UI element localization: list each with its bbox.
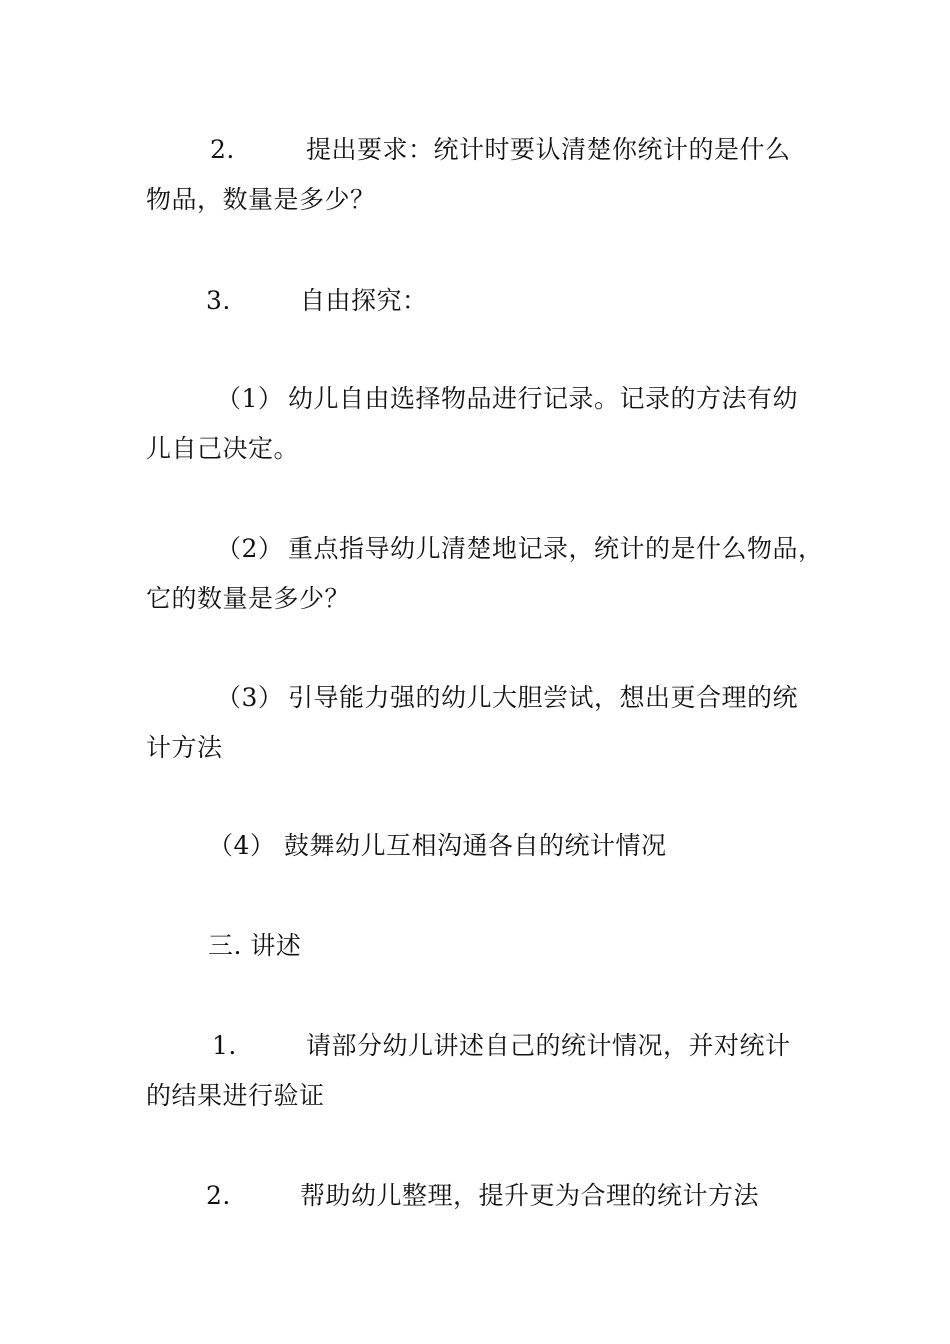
paragraph-text: 物品，数量是多少？	[146, 185, 376, 214]
paragraph-item-4	[146, 821, 836, 871]
paragraph-text: 自由探究：	[300, 286, 428, 315]
paragraph-item-2	[146, 524, 836, 624]
paragraph-item-3	[146, 673, 836, 773]
paragraph-text: 引导能力强的幼儿大胆尝试，想出更合理的统	[288, 683, 799, 712]
paragraph-summarize	[146, 1171, 836, 1221]
paragraph-free-exploration	[146, 276, 836, 326]
paragraph-text: 重点指导幼儿清楚地记录，统计的是什么物品，	[288, 534, 824, 563]
paragraph-text: 儿自己决定。	[146, 434, 300, 463]
list-marker: 1.	[212, 1031, 237, 1060]
paragraph-text: 请部分幼儿讲述自己的统计情况，并对统计	[306, 1031, 791, 1060]
list-marker: 3.	[206, 286, 231, 315]
list-marker: 2.	[206, 1181, 231, 1210]
list-marker: （2）	[216, 534, 284, 563]
paragraph-text: 幼儿自由选择物品进行记录。记录的方法有幼	[288, 384, 799, 413]
paragraph-text: 鼓舞幼儿互相沟通各自的统计情况	[284, 831, 667, 860]
paragraph-requirement	[146, 125, 836, 225]
paragraph-text: 计方法	[146, 733, 223, 762]
list-marker: （1）	[216, 384, 284, 413]
list-marker: （4）	[208, 831, 276, 860]
section-heading-text: 三. 讲述	[208, 931, 302, 960]
paragraph-text: 的结果进行验证	[146, 1081, 325, 1110]
list-marker: （3）	[216, 683, 284, 712]
paragraph-item-1	[146, 374, 836, 474]
paragraph-narrate	[146, 1021, 836, 1121]
list-marker: 2.	[210, 135, 235, 164]
paragraph-text: 提出要求：统计时要认清楚你统计的是什么	[306, 135, 791, 164]
paragraph-text: 它的数量是多少？	[146, 584, 351, 613]
paragraph-text: 帮助幼儿整理，提升更为合理的统计方法	[300, 1181, 760, 1210]
section-heading-narration	[146, 921, 836, 971]
